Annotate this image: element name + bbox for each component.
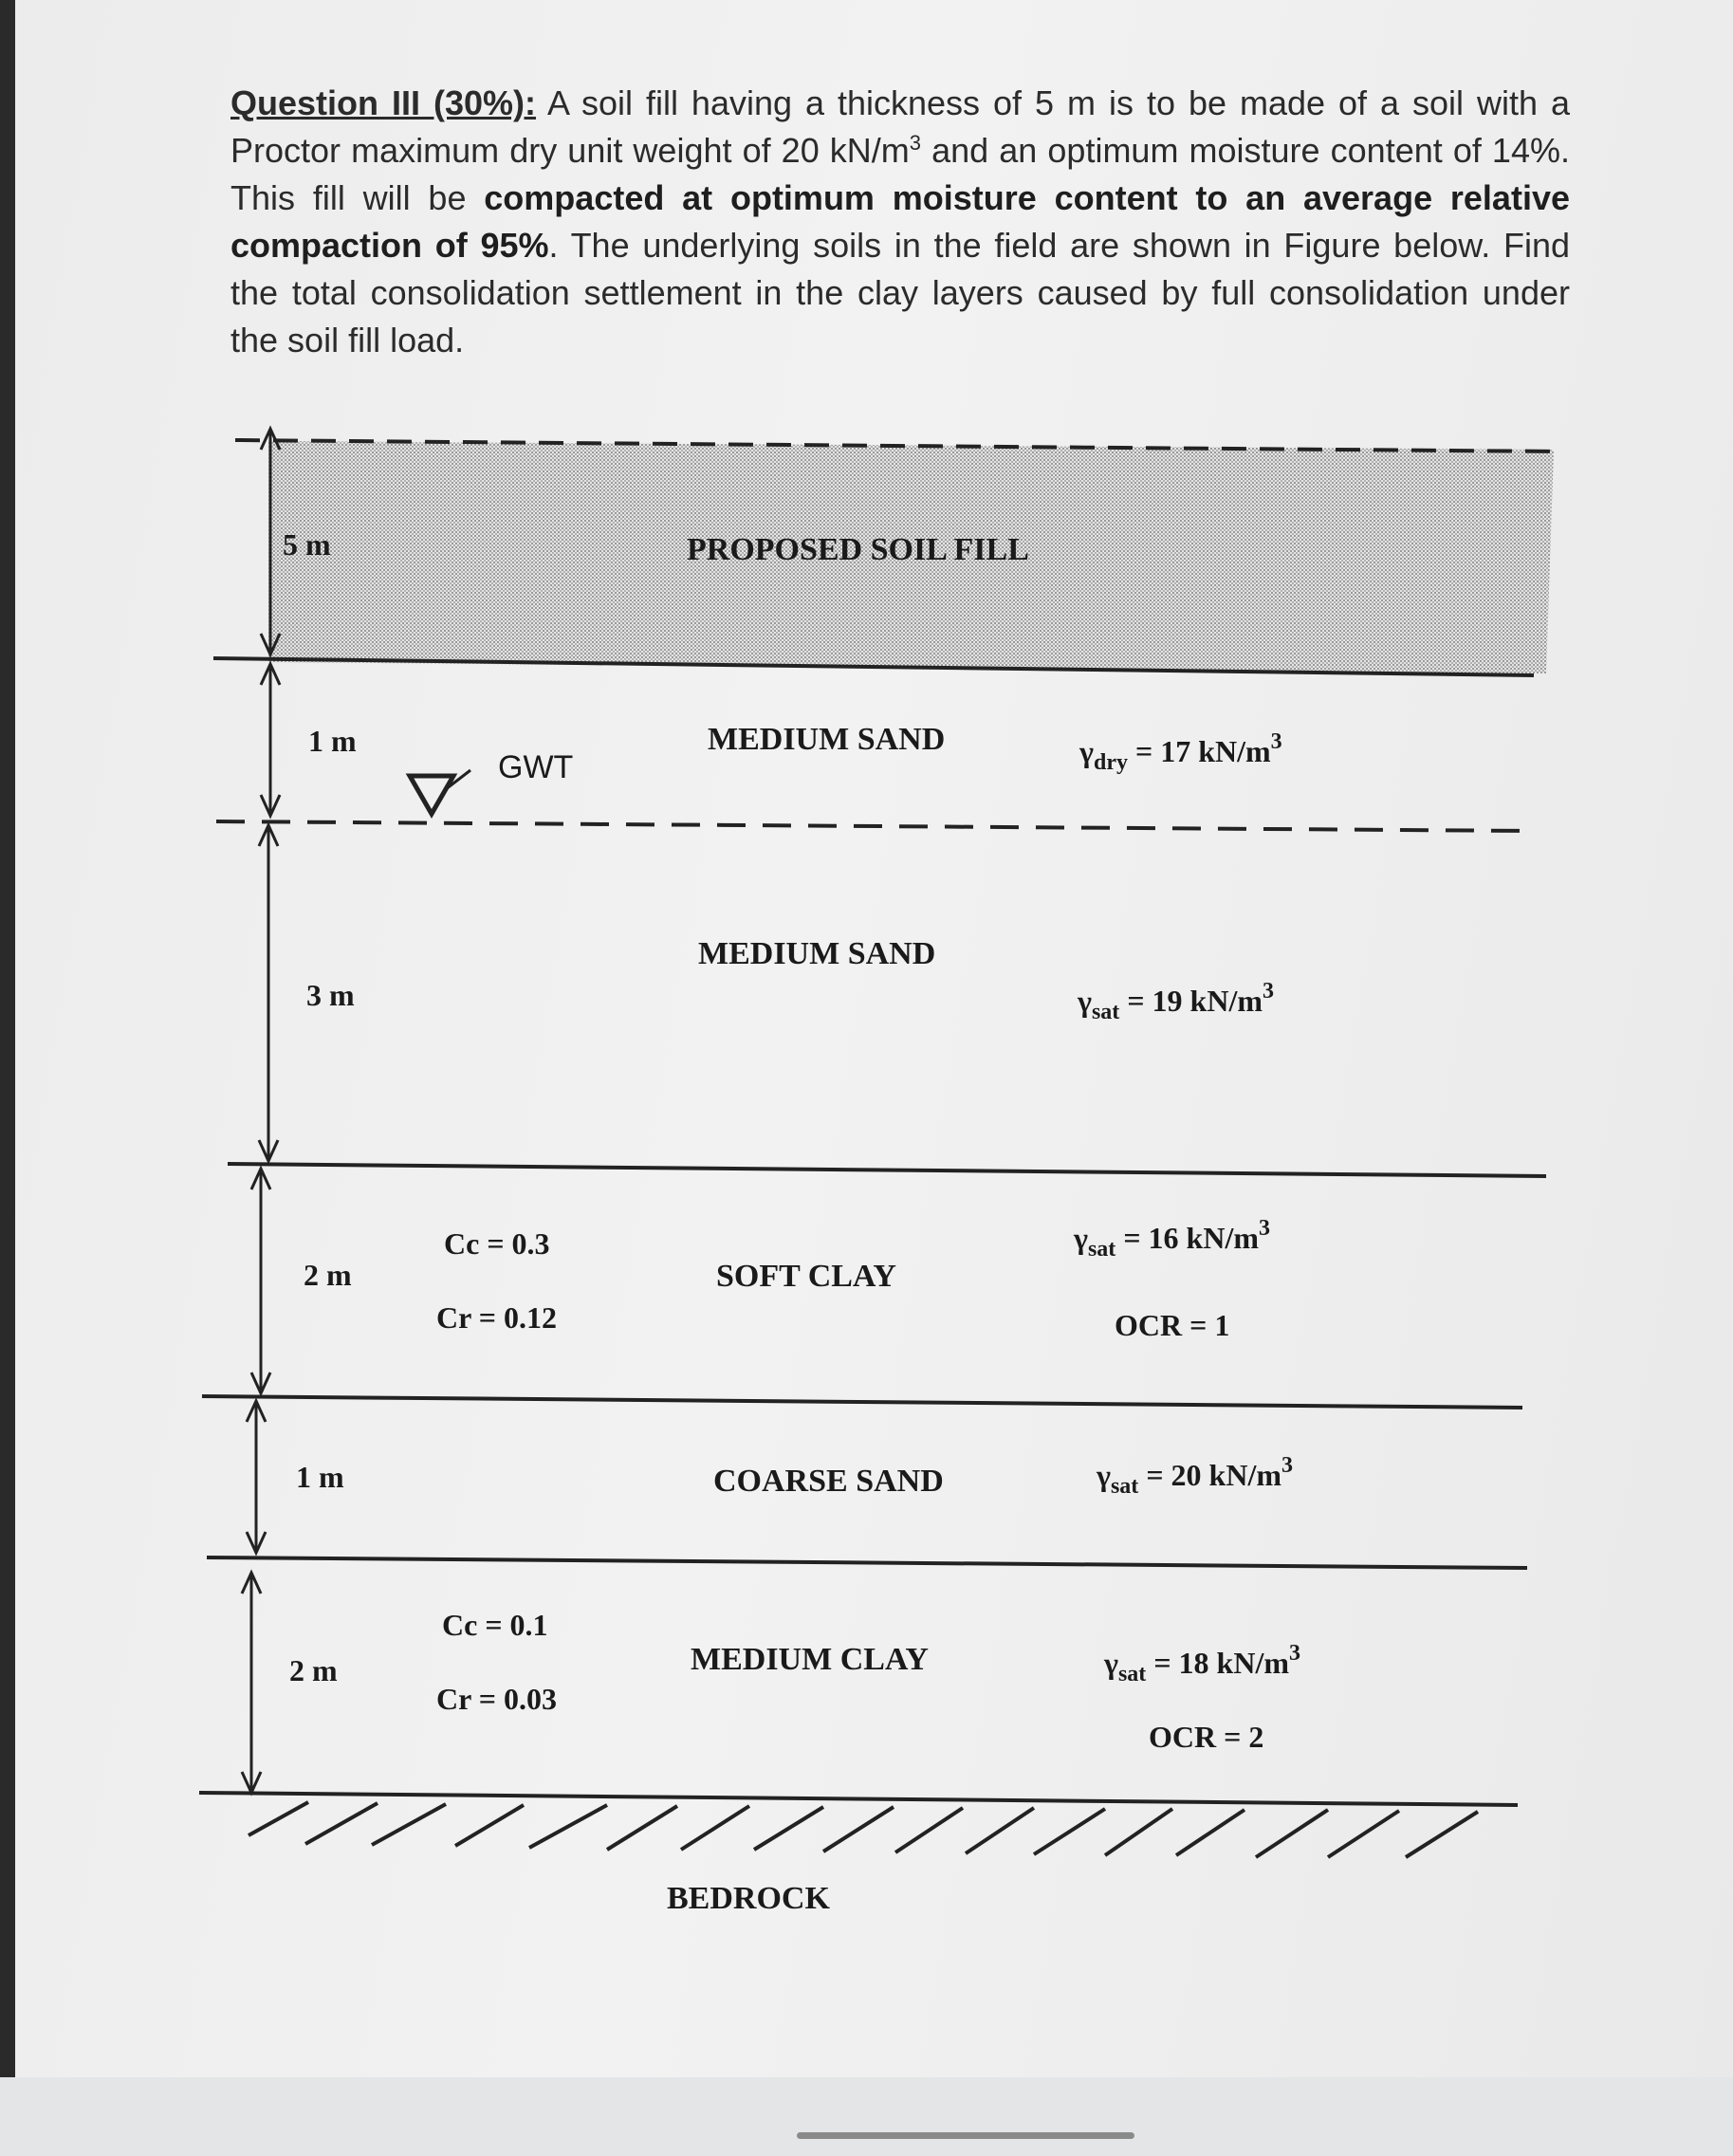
layer4-unit-weight: $\gamma_{sat} = 20$ $kN/m^3$	[1097, 1453, 1293, 1499]
bedrock-hatching	[249, 1802, 1478, 1857]
fill-thickness: 5 m	[283, 527, 331, 562]
layer3-unit-weight: $\gamma_{sat} = 16$ $kN/m^3$	[1074, 1216, 1270, 1262]
question-bold-text: compacted at optimum moisture content to an average relative compaction of 95%	[230, 178, 1570, 265]
question-label: Question III (30%):	[230, 83, 536, 122]
question-part-3: . The underlying soils in the field are shown in Figure below. Find the total consolidation settlement in the clay layers caused by full consolidation under the soil fill load.	[230, 226, 1571, 359]
bedrock-line	[199, 1793, 1518, 1805]
layer4-name: COARSE SAND	[713, 1464, 944, 1499]
layer3-cr: Cr = 0.12	[436, 1300, 557, 1335]
gwt-label: GWT	[498, 749, 574, 785]
layer2-unit-weight: $\gamma_{sat} = 19$ $kN/m^3$	[1078, 979, 1274, 1024]
bedrock-label: BEDROCK	[667, 1881, 830, 1916]
layer5-ocr: OCR = 2	[1149, 1720, 1264, 1754]
fill-name: PROPOSED SOIL FILL	[687, 532, 1029, 567]
layer1-thickness: 1 m	[308, 724, 357, 758]
boundary-sand-clay	[228, 1164, 1546, 1176]
layer1-unit-weight: $\gamma_{dry} = 17$ $kN/m^3$	[1079, 729, 1282, 775]
layer2-name: MEDIUM SAND	[698, 936, 936, 971]
question-part-2: and an optimum moisture content of 14%. This fill will be	[230, 131, 1570, 217]
layer5-name: MEDIUM CLAY	[691, 1642, 929, 1677]
layer3-thickness: 2 m	[304, 1258, 352, 1292]
bottom-bar	[0, 2077, 1733, 2156]
layer5-unit-weight: $\gamma_{sat} = 18$ $kN/m^3$	[1104, 1641, 1300, 1686]
layer4-thickness: 1 m	[296, 1460, 344, 1494]
water-table-triangle-icon	[410, 776, 453, 814]
home-indicator[interactable]	[797, 2132, 1134, 2139]
question-part-1: A soil fill having a thickness of 5 m is to be made of a soil with a Proctor maximum dry unit weight of 20 kN/m	[230, 83, 1570, 170]
layer3-cc: Cc = 0.3	[444, 1226, 550, 1261]
layer5-cc: Cc = 0.1	[442, 1608, 548, 1642]
boundary-coarse-medclay	[207, 1557, 1527, 1568]
water-table-line	[216, 821, 1532, 831]
layer2-thickness: 3 m	[306, 978, 355, 1012]
layer3-name: SOFT CLAY	[716, 1259, 896, 1294]
layer1-name: MEDIUM SAND	[708, 722, 946, 757]
layer5-thickness: 2 m	[289, 1653, 338, 1687]
layer5-cr: Cr = 0.03	[436, 1682, 557, 1716]
boundary-clay-coarse	[202, 1396, 1522, 1408]
question-superscript: 3	[909, 131, 922, 155]
layer3-ocr: OCR = 1	[1115, 1308, 1230, 1342]
